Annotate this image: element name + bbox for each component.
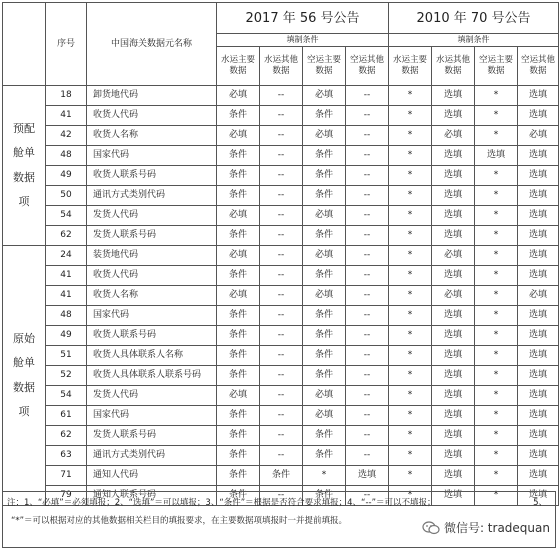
condition-cell: * — [389, 386, 432, 406]
condition-cell: -- — [346, 146, 389, 166]
seq-cell: 48 — [46, 146, 87, 166]
condition-cell: 条件 — [217, 466, 260, 486]
condition-cell: * — [475, 366, 518, 386]
table-row — [3, 286, 559, 306]
table-row — [3, 366, 559, 386]
condition-cell: 选填 — [518, 106, 559, 126]
seq-cell: 62 — [46, 226, 87, 246]
name-header: 中国海关数据元名称 — [87, 3, 217, 86]
condition-cell: 条件 — [217, 426, 260, 446]
condition-cell: 条件 — [217, 146, 260, 166]
field-name-cell: 收货人代码 — [87, 266, 217, 286]
sub-header-1: 水运其他数据 — [260, 47, 303, 86]
condition-cell: 选填 — [432, 326, 475, 346]
condition-cell: * — [475, 326, 518, 346]
table-row — [3, 246, 559, 266]
condition-cell: -- — [260, 486, 303, 506]
note-line-1: 注：1、“必填”＝必须填报；2、“选填”＝可以填报；3、“条件”＝根据是否符合要求填报；4、“--”＝可以不填报； — [7, 498, 436, 508]
condition-cell: -- — [346, 426, 389, 446]
condition-cell: 必填 — [518, 286, 559, 306]
condition-cell: 选填 — [518, 406, 559, 426]
condition-cell: 选填 — [518, 326, 559, 346]
condition-cell: -- — [260, 226, 303, 246]
seq-cell: 41 — [46, 266, 87, 286]
condition-cell: -- — [260, 86, 303, 106]
condition-cell: 条件 — [303, 446, 346, 466]
condition-cell: 条件 — [303, 426, 346, 446]
condition-cell: 条件 — [217, 106, 260, 126]
condition-cell: 选填 — [432, 106, 475, 126]
table-row — [3, 326, 559, 346]
condition-cell: 选填 — [432, 306, 475, 326]
condition-cell: -- — [346, 166, 389, 186]
table-row — [3, 466, 559, 486]
table-row — [3, 126, 559, 146]
condition-cell: 选填 — [432, 386, 475, 406]
condition-cell: * — [475, 226, 518, 246]
seq-cell: 50 — [46, 186, 87, 206]
condition-cell: -- — [346, 386, 389, 406]
condition-cell: 选填 — [518, 346, 559, 366]
table-row — [3, 266, 559, 286]
condition-cell: 条件 — [303, 486, 346, 506]
sub-header-5: 水运其他数据 — [432, 47, 475, 86]
condition-cell: 选填 — [518, 206, 559, 226]
field-name-cell: 收货人代码 — [87, 106, 217, 126]
field-name-cell: 收货人名称 — [87, 286, 217, 306]
condition-cell: * — [475, 206, 518, 226]
condition-cell: -- — [260, 406, 303, 426]
condition-cell: 选填 — [432, 426, 475, 446]
seq-cell: 49 — [46, 166, 87, 186]
field-name-cell: 国家代码 — [87, 306, 217, 326]
seq-cell: 52 — [46, 366, 87, 386]
field-name-cell: 收货人名称 — [87, 126, 217, 146]
table-row — [3, 106, 559, 126]
header-2010: 2010 年 70 号公告 — [389, 3, 559, 34]
condition-cell: * — [389, 186, 432, 206]
table-row — [3, 226, 559, 246]
condition-cell: 选填 — [518, 86, 559, 106]
condition-cell: 选填 — [518, 446, 559, 466]
condition-cell: -- — [260, 386, 303, 406]
condition-cell: 必填 — [303, 206, 346, 226]
condition-cell: 必填 — [432, 286, 475, 306]
condition-cell: 选填 — [518, 186, 559, 206]
condition-cell: 选填 — [518, 166, 559, 186]
condition-cell: * — [389, 206, 432, 226]
condition-cell: * — [475, 446, 518, 466]
condition-cell: -- — [346, 446, 389, 466]
seq-cell: 51 — [46, 346, 87, 366]
condition-cell: * — [303, 466, 346, 486]
condition-cell: 选填 — [432, 86, 475, 106]
field-name-cell: 发货人联系号码 — [87, 226, 217, 246]
field-name-cell: 通讯方式类别代码 — [87, 186, 217, 206]
seq-cell: 49 — [46, 326, 87, 346]
condition-cell: 必填 — [217, 86, 260, 106]
condition-cell: 条件 — [217, 226, 260, 246]
condition-cell: 必填 — [217, 126, 260, 146]
condition-cell: 必填 — [303, 386, 346, 406]
condition-cell: 必填 — [217, 206, 260, 226]
field-name-cell: 收货人具体联系人名称 — [87, 346, 217, 366]
condition-cell: -- — [346, 226, 389, 246]
condition-cell: -- — [346, 366, 389, 386]
condition-cell: * — [475, 126, 518, 146]
condition-cell: * — [475, 386, 518, 406]
seq-cell: 54 — [46, 386, 87, 406]
condition-cell: * — [389, 306, 432, 326]
condition-cell: * — [475, 186, 518, 206]
table-row — [3, 406, 559, 426]
condition-cell: * — [389, 346, 432, 366]
condition-cell: 必填 — [217, 286, 260, 306]
seq-cell: 62 — [46, 426, 87, 446]
condition-cell: 选填 — [432, 366, 475, 386]
condition-cell: -- — [260, 246, 303, 266]
seq-header: 序号 — [46, 3, 87, 86]
condition-cell: -- — [260, 186, 303, 206]
condition-cell: 条件 — [217, 446, 260, 466]
condition-cell: 条件 — [217, 346, 260, 366]
condition-cell: * — [389, 266, 432, 286]
condition-cell: 选填 — [432, 346, 475, 366]
condition-cell: 必填 — [303, 126, 346, 146]
condition-cell: 选填 — [518, 306, 559, 326]
condition-cell: -- — [346, 286, 389, 306]
sub-header-3: 空运其他数据 — [346, 47, 389, 86]
condition-cell: 选填 — [518, 226, 559, 246]
condition-cell: -- — [260, 106, 303, 126]
condition-cell: * — [475, 266, 518, 286]
condition-cell: 条件 — [217, 166, 260, 186]
condition-cell: 条件 — [303, 146, 346, 166]
sub-header-4: 水运主要数据 — [389, 47, 432, 86]
condition-cell: 必填 — [303, 86, 346, 106]
seq-cell: 42 — [46, 126, 87, 146]
condition-cell: 选填 — [518, 246, 559, 266]
note-line-2: “*”＝可以根据对应的其他数据相关栏目的填报要求，在主要数据项填报时一并提前填报。 — [11, 516, 348, 526]
seq-cell: 54 — [46, 206, 87, 226]
condition-cell: * — [389, 86, 432, 106]
condition-cell: 选填 — [346, 466, 389, 486]
condition-cell: 必填 — [303, 246, 346, 266]
fill-condition-2010: 填制条件 — [389, 34, 559, 47]
condition-cell: * — [389, 146, 432, 166]
condition-cell: 选填 — [518, 366, 559, 386]
manifest-fields-table — [2, 2, 559, 506]
header-2017: 2017 年 56 号公告 — [217, 3, 389, 34]
watermark — [420, 519, 552, 536]
condition-cell: 选填 — [518, 386, 559, 406]
condition-cell: -- — [346, 486, 389, 506]
condition-cell: -- — [346, 266, 389, 286]
seq-cell: 61 — [46, 406, 87, 426]
condition-cell: 选填 — [432, 226, 475, 246]
seq-cell: 41 — [46, 286, 87, 306]
field-name-cell: 国家代码 — [87, 406, 217, 426]
sub-header-0: 水运主要数据 — [217, 47, 260, 86]
condition-cell: 条件 — [303, 106, 346, 126]
condition-cell: -- — [260, 206, 303, 226]
condition-cell: 条件 — [217, 406, 260, 426]
field-name-cell: 卸货地代码 — [87, 86, 217, 106]
condition-cell: * — [475, 166, 518, 186]
condition-cell: 选填 — [432, 266, 475, 286]
condition-cell: -- — [346, 346, 389, 366]
condition-cell: 条件 — [217, 486, 260, 506]
condition-cell: -- — [260, 166, 303, 186]
condition-cell: 条件 — [303, 306, 346, 326]
table-row — [3, 86, 559, 106]
table-row — [3, 166, 559, 186]
table-row — [3, 426, 559, 446]
condition-cell: 条件 — [303, 366, 346, 386]
table-row — [3, 146, 559, 166]
condition-cell: 条件 — [303, 346, 346, 366]
condition-cell: * — [389, 226, 432, 246]
seq-cell: 41 — [46, 106, 87, 126]
condition-cell: -- — [260, 426, 303, 446]
watermark-text: 微信号: tradequan — [443, 521, 550, 535]
condition-cell: * — [389, 486, 432, 506]
condition-cell: * — [389, 406, 432, 426]
condition-cell: 选填 — [518, 266, 559, 286]
condition-cell: * — [389, 466, 432, 486]
condition-cell: 必填 — [303, 406, 346, 426]
seq-cell: 63 — [46, 446, 87, 466]
condition-cell: -- — [346, 326, 389, 346]
blank-corner — [3, 3, 46, 86]
condition-cell: 条件 — [217, 266, 260, 286]
condition-cell: -- — [346, 406, 389, 426]
condition-cell: -- — [260, 366, 303, 386]
field-name-cell: 发货人联系号码 — [87, 426, 217, 446]
condition-cell: * — [475, 426, 518, 446]
field-name-cell: 通讯方式类别代码 — [87, 446, 217, 466]
condition-cell: * — [475, 286, 518, 306]
condition-cell: -- — [260, 146, 303, 166]
condition-cell: -- — [260, 126, 303, 146]
seq-cell: 71 — [46, 466, 87, 486]
condition-cell: 选填 — [518, 486, 559, 506]
condition-cell: 选填 — [518, 466, 559, 486]
field-name-cell: 通知人联系号码 — [87, 486, 217, 506]
condition-cell: 必填 — [432, 126, 475, 146]
condition-cell: 条件 — [217, 326, 260, 346]
condition-cell: -- — [260, 446, 303, 466]
condition-cell: 条件 — [217, 186, 260, 206]
wechat-icon — [422, 521, 440, 535]
table-row — [3, 446, 559, 466]
condition-cell: * — [389, 126, 432, 146]
condition-cell: * — [389, 166, 432, 186]
table-row — [3, 186, 559, 206]
condition-cell: * — [475, 246, 518, 266]
condition-cell: 条件 — [303, 266, 346, 286]
condition-cell: 条件 — [260, 466, 303, 486]
field-name-cell: 发货人代码 — [87, 206, 217, 226]
condition-cell: 必填 — [217, 386, 260, 406]
condition-cell: 选填 — [432, 406, 475, 426]
condition-cell: 条件 — [217, 306, 260, 326]
field-name-cell: 收货人具体联系人联系号码 — [87, 366, 217, 386]
condition-cell: * — [389, 326, 432, 346]
fill-condition-2017: 填制条件 — [217, 34, 389, 47]
table-row — [3, 206, 559, 226]
field-name-cell: 收货人联系号码 — [87, 326, 217, 346]
sub-header-7: 空运其他数据 — [518, 47, 559, 86]
condition-cell: 必填 — [518, 126, 559, 146]
condition-cell: * — [389, 426, 432, 446]
condition-cell: 必填 — [432, 246, 475, 266]
condition-cell: 选填 — [432, 466, 475, 486]
condition-cell: 选填 — [432, 206, 475, 226]
table-row — [3, 346, 559, 366]
condition-cell: * — [389, 446, 432, 466]
condition-cell: 条件 — [303, 226, 346, 246]
seq-cell: 48 — [46, 306, 87, 326]
field-name-cell: 通知人代码 — [87, 466, 217, 486]
section-label: 预配 舱单 数据 项 — [3, 86, 46, 246]
condition-cell: 选填 — [432, 166, 475, 186]
condition-cell: * — [475, 86, 518, 106]
condition-cell: * — [475, 466, 518, 486]
condition-cell: -- — [346, 246, 389, 266]
table-row — [3, 306, 559, 326]
seq-cell: 18 — [46, 86, 87, 106]
condition-cell: * — [475, 306, 518, 326]
table-row — [3, 386, 559, 406]
sub-header-2: 空运主要数据 — [303, 47, 346, 86]
field-name-cell: 装货地代码 — [87, 246, 217, 266]
condition-cell: -- — [260, 306, 303, 326]
condition-cell: -- — [260, 326, 303, 346]
condition-cell: 条件 — [303, 326, 346, 346]
condition-cell: -- — [260, 266, 303, 286]
condition-cell: 选填 — [432, 186, 475, 206]
condition-cell: -- — [346, 106, 389, 126]
condition-cell: 选填 — [518, 146, 559, 166]
condition-cell: * — [475, 106, 518, 126]
condition-cell: * — [389, 246, 432, 266]
condition-cell: -- — [346, 206, 389, 226]
sub-header-6: 空运主要数据 — [475, 47, 518, 86]
field-name-cell: 收货人联系号码 — [87, 166, 217, 186]
condition-cell: 必填 — [217, 246, 260, 266]
condition-cell: 必填 — [303, 286, 346, 306]
condition-cell: -- — [346, 186, 389, 206]
condition-cell: 条件 — [217, 366, 260, 386]
field-name-cell: 国家代码 — [87, 146, 217, 166]
condition-cell: 条件 — [303, 186, 346, 206]
condition-cell: -- — [346, 86, 389, 106]
condition-cell: -- — [346, 126, 389, 146]
condition-cell: 选填 — [432, 486, 475, 506]
condition-cell: * — [389, 286, 432, 306]
condition-cell: * — [389, 106, 432, 126]
field-name-cell: 发货人代码 — [87, 386, 217, 406]
condition-cell: 选填 — [432, 446, 475, 466]
condition-cell: 选填 — [432, 146, 475, 166]
condition-cell: -- — [260, 346, 303, 366]
condition-cell: -- — [346, 306, 389, 326]
condition-cell: 选填 — [475, 146, 518, 166]
condition-cell: -- — [260, 286, 303, 306]
note-line-1-end: 5、 — [533, 498, 547, 508]
condition-cell: * — [475, 406, 518, 426]
condition-cell: * — [389, 366, 432, 386]
condition-cell: 选填 — [518, 426, 559, 446]
condition-cell: 条件 — [303, 166, 346, 186]
section-label: 原始 舱单 数据 项 — [3, 246, 46, 506]
condition-cell: * — [475, 346, 518, 366]
condition-cell: * — [475, 486, 518, 506]
seq-cell: 79 — [46, 486, 87, 506]
seq-cell: 24 — [46, 246, 87, 266]
